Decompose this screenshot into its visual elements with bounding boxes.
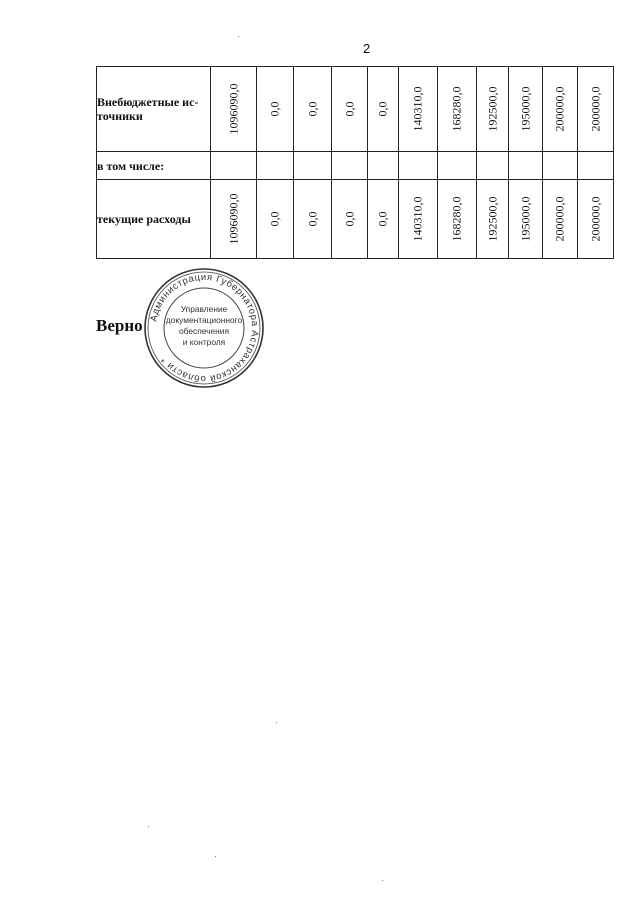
table-cell: [543, 180, 578, 259]
row-label-current-expenses: [97, 180, 211, 259]
scan-speck: [215, 856, 216, 857]
row-label-line: точники: [97, 109, 143, 123]
table-cell: [578, 152, 614, 180]
cell-value: 200000,0: [588, 86, 602, 132]
cell-value: 192500,0: [485, 86, 499, 132]
stamp-line: обеспечения: [179, 326, 229, 336]
table-cell: [438, 152, 477, 180]
table-cell: [368, 180, 399, 259]
table-cell: [294, 152, 332, 180]
table-cell: [294, 180, 332, 259]
table-cell: [477, 180, 509, 259]
cell-value: 1096090,0: [226, 83, 240, 135]
cell-value: 195000,0: [518, 86, 532, 132]
scan-speck: [382, 880, 383, 881]
stamp-line: Управление: [180, 304, 228, 314]
table-cell: [509, 180, 543, 259]
stamp-ring-text: Администрация Губернатора Астраханской области *: [148, 271, 261, 385]
row-label-line: текущие расходы: [97, 212, 191, 226]
scan-speck: [238, 36, 239, 37]
cell-value: 200000,0: [588, 196, 602, 242]
cell-value: 1096090,0: [226, 193, 240, 245]
table-cell: [211, 152, 257, 180]
cell-value: 200000,0: [552, 86, 567, 132]
table-cell: [438, 180, 477, 259]
table-cell: [543, 152, 578, 180]
cell-value: 0,0: [342, 211, 356, 227]
cell-value: 192500,0: [485, 196, 499, 242]
verno-label: Верно: [96, 316, 143, 335]
table-cell: [332, 180, 368, 259]
cell-value: 0,0: [342, 101, 356, 117]
scan-speck: [276, 722, 277, 723]
table-row-current-expenses: [97, 180, 614, 259]
cell-value: 0,0: [305, 101, 319, 117]
table-cell: [211, 67, 257, 152]
table-cell: [509, 152, 543, 180]
table-row-including: [97, 152, 614, 180]
cell-value: 0,0: [305, 211, 319, 227]
budget-table: [96, 66, 614, 259]
table-cell: [368, 67, 399, 152]
table-cell: [578, 180, 614, 259]
table-cell: [438, 67, 477, 152]
cell-value: 195000,0: [518, 196, 532, 242]
row-label-extrabudgetary: [97, 67, 211, 152]
page-number: 2: [363, 41, 371, 56]
stamp-line: документационного: [165, 315, 243, 325]
cell-value: 0,0: [267, 101, 282, 117]
stamp-center-text: [143, 304, 265, 348]
table-cell: [543, 67, 578, 152]
cell-value: 0,0: [375, 101, 390, 117]
stamp-line: и контроля: [182, 337, 226, 347]
table-cell: [332, 67, 368, 152]
cell-value: 0,0: [375, 211, 390, 227]
table-cell: [368, 152, 399, 180]
table-row-extrabudgetary: [97, 67, 614, 152]
table-cell: [332, 152, 368, 180]
table-cell: [257, 180, 294, 259]
cell-value: 168280,0: [449, 86, 464, 132]
row-label-line: в том числе:: [97, 158, 165, 173]
table-cell: [477, 152, 509, 180]
cell-value: 168280,0: [449, 196, 464, 242]
table-cell: [477, 67, 509, 152]
scan-speck: [148, 826, 149, 827]
official-stamp: [143, 267, 265, 389]
table-cell: [257, 67, 294, 152]
table-cell: [211, 180, 257, 259]
table-cell: [294, 67, 332, 152]
cell-value: 140310,0: [410, 196, 425, 242]
cell-value: 140310,0: [410, 86, 425, 132]
table-cell: [399, 67, 438, 152]
table-cell: [399, 152, 438, 180]
table-cell: [509, 67, 543, 152]
cell-value: 0,0: [267, 211, 282, 227]
table-cell: [578, 67, 614, 152]
cell-value: 200000,0: [552, 196, 567, 242]
row-label-including: [97, 152, 211, 180]
table-cell: [399, 180, 438, 259]
row-label-line: Внебюджетные ис-: [97, 95, 199, 109]
table-cell: [257, 152, 294, 180]
